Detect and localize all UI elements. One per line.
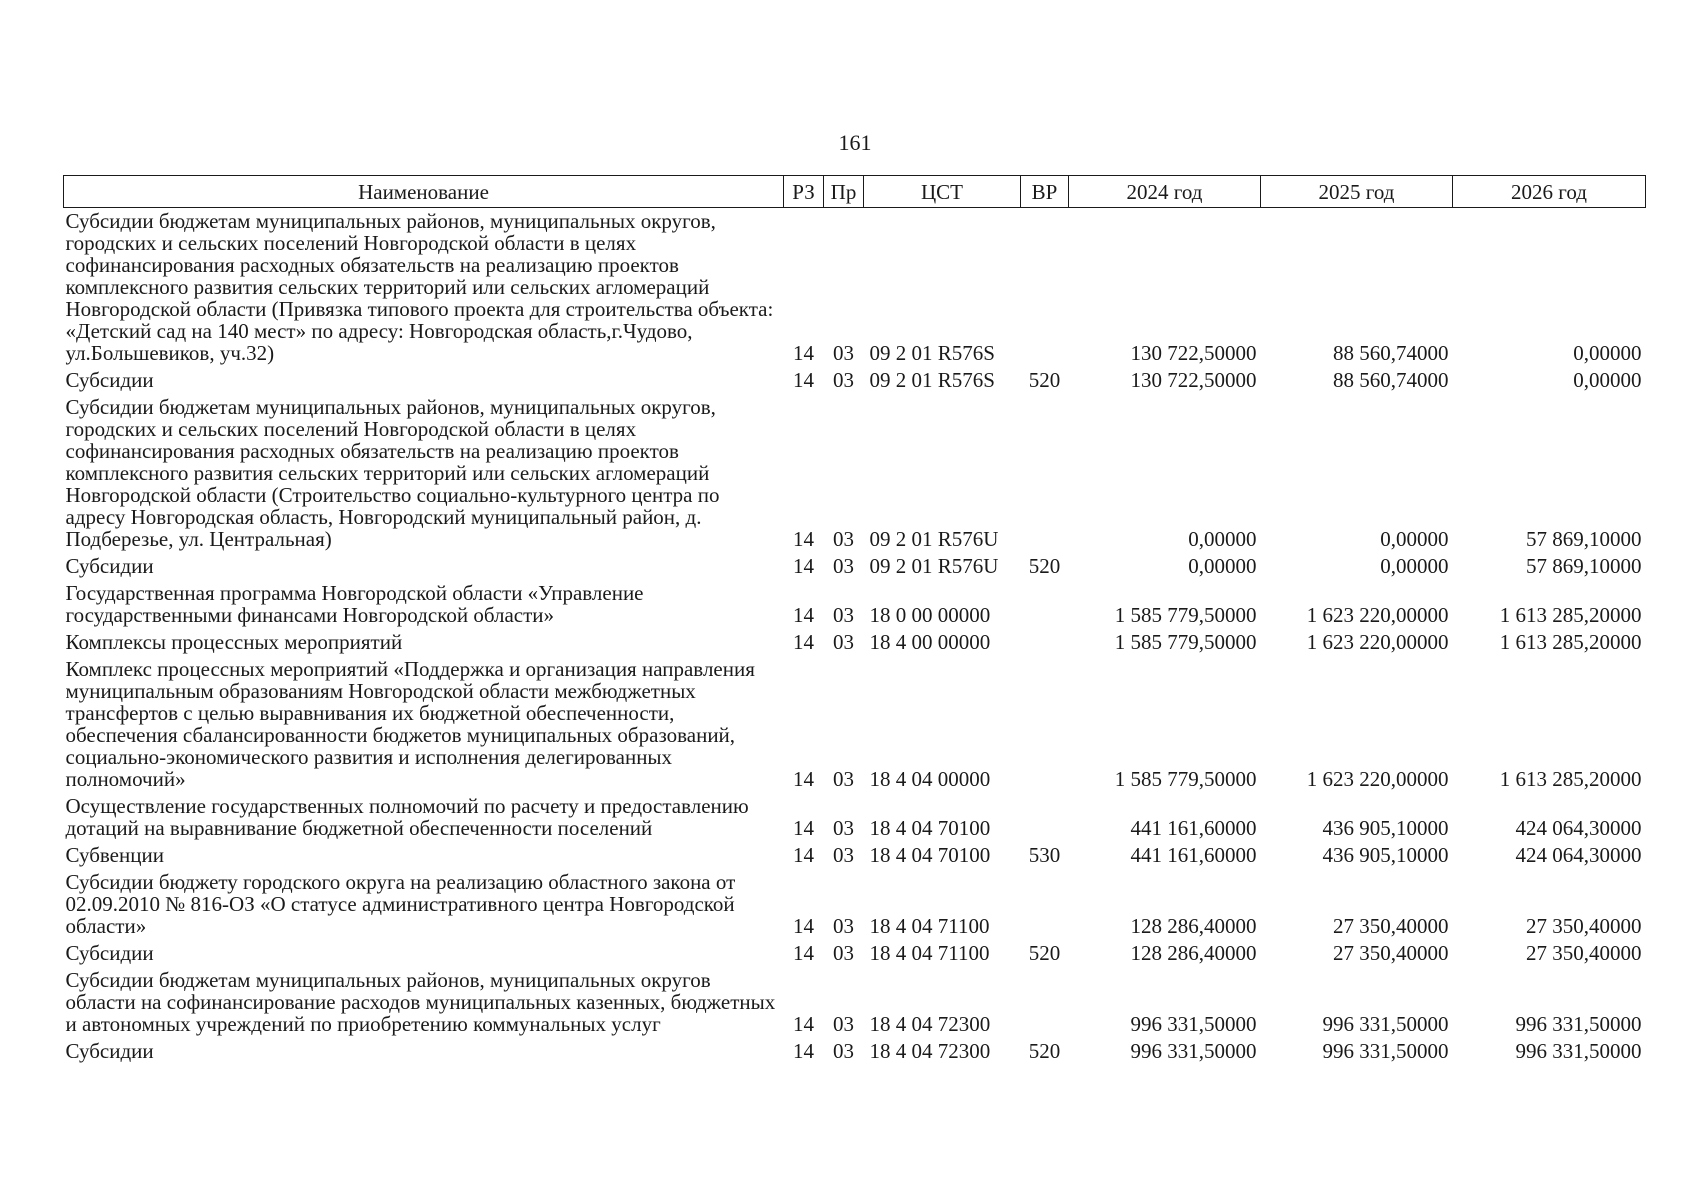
row-cst: 18 4 04 71100 <box>869 914 990 938</box>
table-row <box>64 656 1646 793</box>
row-cst: 09 2 01 R576U <box>869 554 999 578</box>
row-cst: 09 2 01 R576U <box>869 527 999 551</box>
row-2024-amount: 128 286,40000 <box>1130 914 1257 938</box>
row-2026-amount: 1 613 285,20000 <box>1499 767 1642 791</box>
row-cst: 18 4 04 72300 <box>869 1012 991 1036</box>
row-2024-amount: 996 331,50000 <box>1130 1039 1257 1063</box>
row-cst: 18 4 04 00000 <box>869 767 991 791</box>
row-2026-amount: 57 869,10000 <box>1526 527 1642 551</box>
row-2026-amount: 27 350,40000 <box>1526 914 1642 938</box>
row-vr: 530 <box>1028 843 1061 867</box>
row-2025-amount: 996 331,50000 <box>1322 1012 1449 1036</box>
row-cst: 18 4 04 71100 <box>869 941 990 965</box>
row-vr <box>1021 656 1069 793</box>
row-pr: 03 <box>833 603 854 627</box>
row-2026-amount: 57 869,10000 <box>1526 554 1642 578</box>
row-cst: 18 4 04 70100 <box>869 816 991 840</box>
row-vr: 520 <box>1028 941 1061 965</box>
row-cst: 09 2 01 R576S <box>869 341 995 365</box>
table-row <box>64 394 1646 553</box>
header-2024: 2024 год <box>1069 176 1261 208</box>
row-name: Субсидии бюджетам муниципальных районов, муниципальных округов области на софинансирование расходов муниципальных казенных, бюджетных и автономных учреждений по приобретению коммунальных услуг <box>65 968 776 1036</box>
row-2025-amount: 1 623 220,00000 <box>1306 603 1449 627</box>
row-pr: 03 <box>833 816 854 840</box>
row-vr: 520 <box>1028 1039 1061 1063</box>
row-pr: 03 <box>833 554 854 578</box>
row-2026-amount: 0,00000 <box>1573 368 1642 392</box>
row-pr: 03 <box>833 341 854 365</box>
header-vr: ВР <box>1021 176 1069 208</box>
row-2024-amount: 1 585 779,50000 <box>1114 767 1257 791</box>
row-2025-amount: 1 623 220,00000 <box>1306 767 1449 791</box>
row-name: Субсидии бюджету городского округа на реализацию областного закона от 02.09.2010 № 816-ОЗ «О статусе административного центра Новгородской области» <box>65 870 736 938</box>
row-2025-amount: 996 331,50000 <box>1322 1039 1449 1063</box>
row-vr <box>1021 967 1069 1038</box>
table-row <box>64 967 1646 1038</box>
row-name: Субсидии бюджетам муниципальных районов, муниципальных округов, городских и сельских поселений Новгородской области в целях софинансирования расходных обязательств на реализацию проектов комплексного развития сельских территорий или сельских агломераций Новгородской области (Строительство социально-культурного центра по адресу Новгородская область, Новгородский муниципальный район, д. Подберезье, ул. Центральная) <box>65 395 720 551</box>
table-row <box>64 367 1646 394</box>
header-pr: Пр <box>824 176 864 208</box>
row-2025-amount: 436 905,10000 <box>1322 843 1449 867</box>
row-rz: 14 <box>793 914 814 938</box>
row-cst: 18 0 00 00000 <box>869 603 991 627</box>
row-rz: 14 <box>793 341 814 365</box>
row-2026-amount: 996 331,50000 <box>1515 1039 1642 1063</box>
header-rz: РЗ <box>784 176 824 208</box>
table-header <box>64 176 1646 208</box>
row-pr: 03 <box>833 767 854 791</box>
row-name: Субсидии <box>65 368 154 392</box>
row-2026-amount: 424 064,30000 <box>1515 843 1642 867</box>
row-2026-amount: 1 613 285,20000 <box>1499 630 1642 654</box>
row-2024-amount: 441 161,60000 <box>1130 843 1257 867</box>
row-2024-amount: 130 722,50000 <box>1130 341 1257 365</box>
row-vr <box>1021 793 1069 842</box>
row-2024-amount: 0,00000 <box>1188 527 1257 551</box>
row-cst: 09 2 01 R576S <box>869 368 995 392</box>
row-2025-amount: 0,00000 <box>1380 527 1449 551</box>
table-row <box>64 208 1646 368</box>
header-cst: ЦСТ <box>864 176 1021 208</box>
header-2026: 2026 год <box>1453 176 1646 208</box>
row-2026-amount: 996 331,50000 <box>1515 1012 1642 1036</box>
header-2025: 2025 год <box>1261 176 1453 208</box>
budget-table <box>63 175 1646 1065</box>
row-pr: 03 <box>833 843 854 867</box>
row-rz: 14 <box>793 767 814 791</box>
table-row <box>64 793 1646 842</box>
row-2025-amount: 27 350,40000 <box>1333 941 1449 965</box>
row-name: Субсидии <box>65 1039 154 1063</box>
row-name: Осуществление государственных полномочий по расчету и предоставлению дотаций на выравнивание бюджетной обеспеченности поселений <box>65 794 749 840</box>
row-vr <box>1021 208 1069 368</box>
table-row <box>64 940 1646 967</box>
row-vr <box>1021 629 1069 656</box>
table-row <box>64 629 1646 656</box>
row-2026-amount: 1 613 285,20000 <box>1499 603 1642 627</box>
row-pr: 03 <box>833 1012 854 1036</box>
row-cst: 18 4 04 70100 <box>869 843 991 867</box>
row-rz: 14 <box>793 816 814 840</box>
row-name: Комплекс процессных мероприятий «Поддержка и организация направления муниципальным образованиям Новгородской области межбюджетных трансфертов с целью выравнивания их бюджетной обеспеченности, обеспечения сбалансированности бюджетов муниципальных образований, социально-экономического развития и исполнения делегированных полномочий» <box>65 657 755 791</box>
row-pr: 03 <box>833 1039 854 1063</box>
row-name: Субсидии <box>65 941 154 965</box>
row-rz: 14 <box>793 1039 814 1063</box>
row-2025-amount: 1 623 220,00000 <box>1306 630 1449 654</box>
row-2024-amount: 1 585 779,50000 <box>1114 630 1257 654</box>
row-rz: 14 <box>793 527 814 551</box>
header-name: Наименование <box>64 176 784 208</box>
row-vr <box>1021 394 1069 553</box>
header-row <box>64 176 1646 208</box>
row-vr <box>1021 869 1069 940</box>
row-2024-amount: 996 331,50000 <box>1130 1012 1257 1036</box>
row-pr: 03 <box>833 941 854 965</box>
row-2025-amount: 88 560,74000 <box>1333 341 1449 365</box>
row-2025-amount: 436 905,10000 <box>1322 816 1449 840</box>
row-rz: 14 <box>793 630 814 654</box>
table-row <box>64 842 1646 869</box>
row-pr: 03 <box>833 630 854 654</box>
row-pr: 03 <box>833 914 854 938</box>
table-body <box>64 208 1646 1066</box>
row-rz: 14 <box>793 368 814 392</box>
table-row <box>64 1038 1646 1065</box>
row-rz: 14 <box>793 941 814 965</box>
row-2025-amount: 88 560,74000 <box>1333 368 1449 392</box>
row-name: Субсидии бюджетам муниципальных районов, муниципальных округов, городских и сельских поселений Новгородской области в целях софинансирования расходных обязательств на реализацию проектов комплексного развития сельских территорий или сельских агломераций Новгородской области (Привязка типового проекта для строительства объекта: «Детский сад на 140 мест» по адресу: Новгородская область,г.Чудово, ул.Большевиков, уч.32) <box>65 209 774 365</box>
row-2024-amount: 128 286,40000 <box>1130 941 1257 965</box>
row-2026-amount: 27 350,40000 <box>1526 941 1642 965</box>
row-2024-amount: 441 161,60000 <box>1130 816 1257 840</box>
row-pr: 03 <box>833 368 854 392</box>
row-2025-amount: 27 350,40000 <box>1333 914 1449 938</box>
row-rz: 14 <box>793 843 814 867</box>
row-pr: 03 <box>833 527 854 551</box>
row-name: Государственная программа Новгородской области «Управление государственными финансами Новгородской области» <box>65 581 644 627</box>
row-rz: 14 <box>793 1012 814 1036</box>
row-2025-amount: 0,00000 <box>1380 554 1449 578</box>
row-name: Комплексы процессных мероприятий <box>65 630 403 654</box>
row-vr <box>1021 580 1069 629</box>
page-number: 161 <box>838 130 872 155</box>
row-2024-amount: 130 722,50000 <box>1130 368 1257 392</box>
table-row <box>64 553 1646 580</box>
row-cst: 18 4 04 72300 <box>869 1039 991 1063</box>
row-rz: 14 <box>793 554 814 578</box>
row-vr: 520 <box>1028 554 1061 578</box>
row-rz: 14 <box>793 603 814 627</box>
row-2026-amount: 424 064,30000 <box>1515 816 1642 840</box>
row-name: Субвенции <box>65 843 164 867</box>
row-2026-amount: 0,00000 <box>1573 341 1642 365</box>
row-vr: 520 <box>1028 368 1061 392</box>
row-2024-amount: 1 585 779,50000 <box>1114 603 1257 627</box>
row-cst: 18 4 00 00000 <box>869 630 991 654</box>
row-name: Субсидии <box>65 554 154 578</box>
table-row <box>64 869 1646 940</box>
table-row <box>64 580 1646 629</box>
row-2024-amount: 0,00000 <box>1188 554 1257 578</box>
